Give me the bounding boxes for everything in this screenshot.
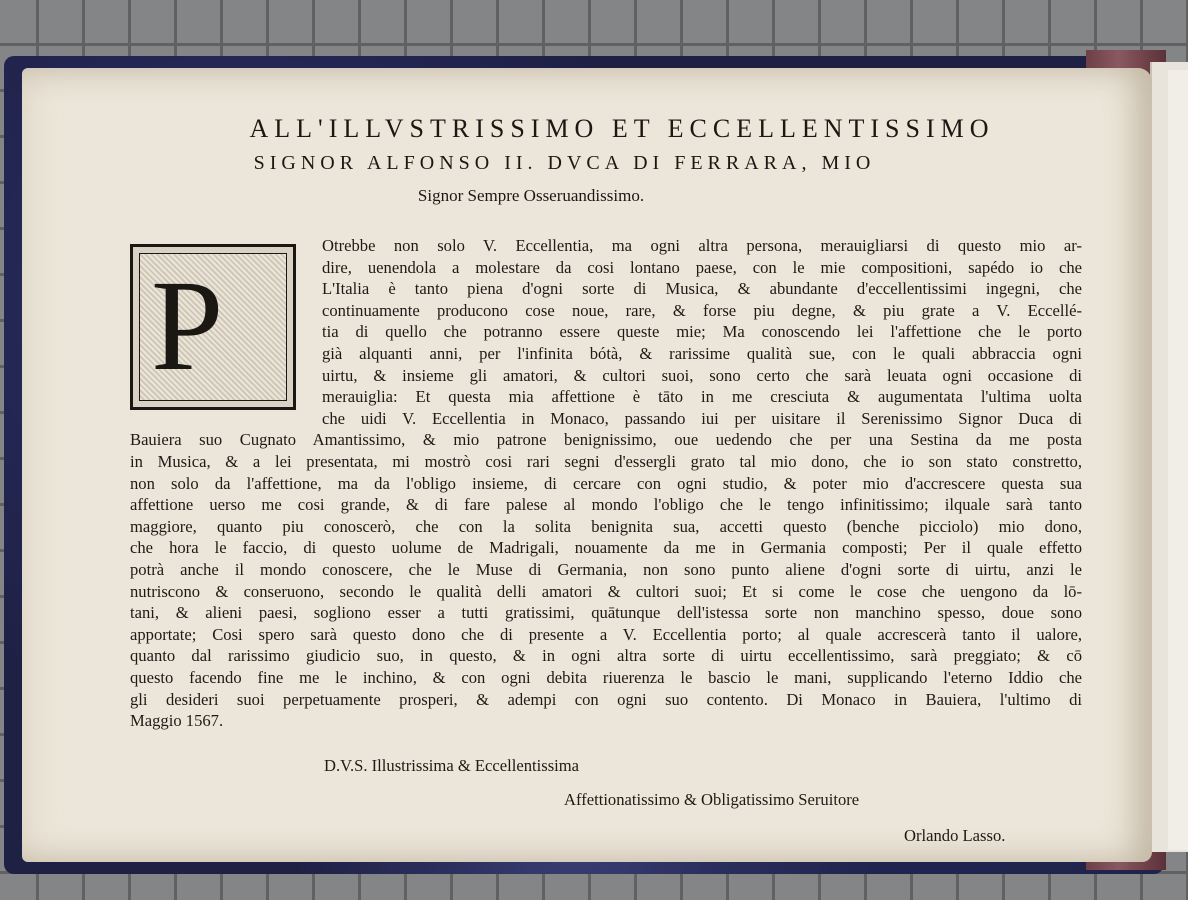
book-page xyxy=(22,68,1152,862)
body-line: merauiglia: Et questa mia affettione è tāto in me cresciuta & augumentata l'ultima uolta xyxy=(322,387,1082,407)
body-line: continuamente producono cose noue, rare, & forse piu degne, & piu grate a V. Eccellé- xyxy=(322,300,1082,320)
body-line: tia di quello che potranno essere queste mie; Ma conoscendo lei l'affettione che le porto xyxy=(322,322,1082,342)
body-line: nutriscono & conseruono, secondo le qualità delli amatori & cultori suoi; Et si come le cose che uengono da lō- xyxy=(130,581,1082,601)
closing-salutation: D.V.S. Illustrissima & Eccellentissima xyxy=(324,756,580,775)
heading-line-2: SIGNOR ALFONSO II. DVCA DI FERRARA, MIO xyxy=(253,152,876,174)
body-line: tani, & alieni paesi, sogliono esser a tutti gratissimi, quātunque dell'istessa sorte non manchino spesso, doue sono xyxy=(130,603,1082,623)
closing-servant: Affettionatissimo & Obligatissimo Seruitore xyxy=(564,790,860,809)
body-line: gli desideri suoi perpetuamente prosperi, & adempi con ogni suo contento. Di Monaco in Bauiera, l'ultimo di xyxy=(130,689,1082,709)
body-line: maggiore, quanto piu conoscerò, che con la solita benignita sua, accetti questo (benche picciolo) mio dono, xyxy=(130,516,1082,536)
body-line: in Musica, & a lei presentata, mi mostrò cosi rari segni d'essergli grato tal mio dono, che io son stato constretto, xyxy=(130,452,1082,471)
body-line: potrà anche il mondo conoscere, che le Muse di Germania, non sono punto aliene d'ogni sorte di uirtu, anzi le xyxy=(130,560,1082,579)
body-line: L'Italia è tanto piena d'ogni sorte di Musica, & abundante d'eccellentissimi ingegni, che xyxy=(322,279,1082,299)
signature: Orlando Lasso. xyxy=(904,826,1006,845)
body-line: apportate; Cosi spero sarà questo dono che di presente a V. Eccellentia porto; al quale accrescerà tanto il ualore, xyxy=(130,624,1082,644)
body-line: non solo da l'affettione, ma da l'obligo insieme, di cercare con ogni studio, & poter mio d'accrescere questa sua xyxy=(130,473,1082,493)
body-line: che hora le faccio, di questo uolume de Madrigali, nouamente da me in Germania composti; Per il quale effetto xyxy=(130,538,1082,558)
body-line: che uidi V. Eccellentia in Monaco, passando iui per uisitare il Serenissimo Signor Duca di xyxy=(322,408,1082,428)
heading-line-3: Signor Sempre Osseruandissimo. xyxy=(417,186,645,205)
body-line: Maggio 1567. xyxy=(130,711,224,731)
body-line: affettione uerso me cosi grande, & di fare palese al mondo l'obligo che le tengo infinitissimo; ilquale sarà tanto xyxy=(130,495,1082,515)
body-line: questo facendo fine me le inchino, & con ogni debita riuerenza le bascio le mani, supplicando l'eterno Iddio che xyxy=(130,668,1082,687)
body-line: già alquanti anni, per l'infinita bótà, & rarissime qualità sue, con le quali abbraccia ogni xyxy=(322,344,1082,363)
next-page-edge-inner xyxy=(1168,70,1188,850)
body-line: quanto dal rarissimo giudicio suo, in questo, & in ogni altra sorte di uirtu eccellentissimo, sarà preggiato; & cō xyxy=(130,646,1082,666)
heading-line-1: ALL'ILLVSTRISSIMO ET ECCELLENTISSIMO xyxy=(249,114,995,143)
body-line: dire, uenendola a molestare da cosi lontano paese, con le mie compositioni, sapédo io che xyxy=(322,257,1082,277)
body-line: uirtu, & insieme gli amatori, & cultori suoi, sono certo che sarà leuata ogni occasione di xyxy=(322,365,1082,385)
body-line: Bauiera suo Cugnato Amantissimo, & mio patrone benignissimo, oue uedendo che per una Sestina da me posta xyxy=(130,430,1082,450)
body-line: Otrebbe non solo V. Eccellentia, ma ogni altra persona, merauigliarsi di questo mio ar- xyxy=(322,236,1082,255)
decorated-initial xyxy=(130,244,296,410)
initial-letter: P xyxy=(151,254,224,398)
